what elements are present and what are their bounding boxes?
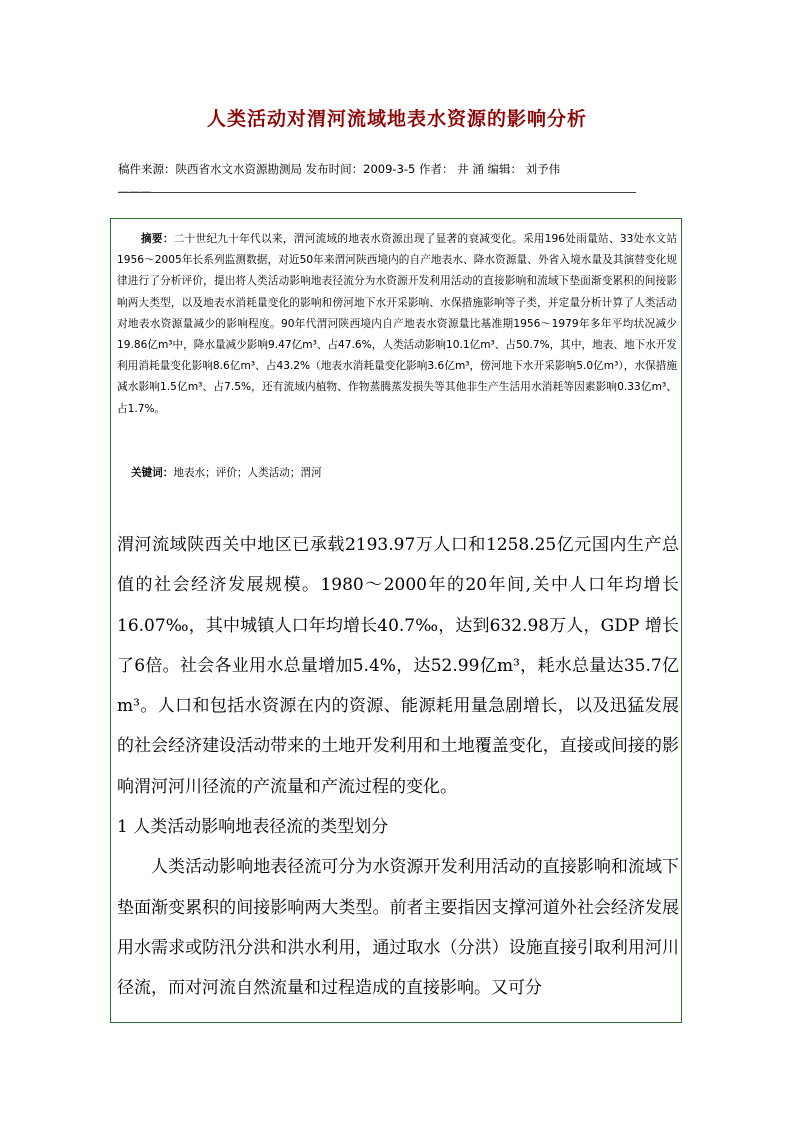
meta-divider [118,192,636,193]
article-meta: 稿件来源：陕西省水文水资源勘测局 发布时间：2009-3-5 作者： 井 涌 编辑： 刘予伟 [118,162,561,176]
keywords [131,465,322,480]
page-title: 人类活动对渭河流域地表水资源的影响分析 [206,108,587,130]
abstract-text: 二十世纪九十年代以来，渭河流域的地表水资源出现了显著的衰减变化。采用196处雨量站、33处水文站1956～2005年长系列监测数据，对近50年来渭河陕西境内的自产地表水、降水资源量、外省入境水量及其演替变化规律进行了分析评价，提出将人类活动影响地表径流分为水资源开发利用活动的直接影响和流域下垫面渐变累积的间接影响两大类型，以及地表水消耗量变化的影响和傍河地下水开采影响、水保措施影响等子类，并定量分析计算了人类活动对地表水资源量减少的影响程度。90年代渭河陕西境内自产地表水资源量比基准期1956～1979年多年平均状况减少19.86亿m³中，降水量减少影响9.47亿m³、占47.6%，人类活动影响10.1亿m³、占50.7%，其中，地表、地下水开发利用消耗量变化影响8.6亿m³、占43.2%（地表水消耗量变化影响3.6亿m³，傍河地下水开采影响5.0亿m³），水保措施减水影响1.5亿m³、占7.5%，还有流域内植物、作物蒸腾蒸发损失等其他非生产生活用水消耗等因素影响0.33亿m³、占1.7%。 [117,233,678,415]
meta-dash: ——— [118,185,151,198]
abstract [117,229,677,420]
body-paragraph-2: 人类活动影响地表径流可分为水资源开发利用活动的直接影响和流域下垫面渐变累积的间接影响两大类型。前者主要指因支撑河道外社会经济发展用水需求或防汛分洪和洪水利用，通过取水（分洪）设施直接引取利用河川径流，而对河流自然流量和过程造成的直接影响。又可分 [117,857,679,999]
abstract-label: 摘要： [141,233,174,245]
body-paragraph-1: 渭河流域陕西关中地区已承载2193.97万人口和1258.25亿元国内生产总值的社会经济发展规模。1980～2000年的20年间,关中人口年均增长16.07‰，其中城镇人口年均增长40.7‰，达到632.98万人，GDP 增长了6倍。社会各业用水总量增加5.4%，达52.99亿m³，耗水总量达35.7亿m³。人口和包括水资源在内的资源、能源耗用量急剧增长，以及迅猛发展的社会经济建设活动带来的土地开发利用和土地覆盖变化，直接或间接的影响渭河河川径流的产流量和产流过程的变化。 [117,535,679,797]
article-body [117,525,679,1009]
keywords-label: 关键词： [131,467,174,479]
keywords-text: 地表水；评价；人类活动；渭河 [173,467,322,479]
section-heading-1: 1 人类活动影响地表径流的类型划分 [117,817,389,838]
article-frame [110,218,682,1023]
